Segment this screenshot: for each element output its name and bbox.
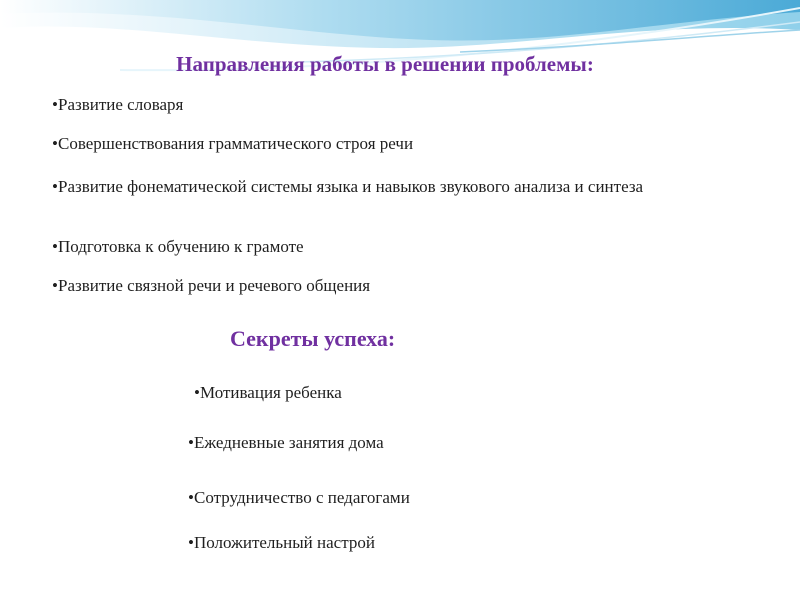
bullet: • (188, 433, 194, 452)
list-item (188, 532, 375, 553)
list-item (52, 176, 688, 197)
list-item-text: Ежедневные занятия дома (194, 433, 384, 452)
list-item-text: Мотивация ребенка (200, 383, 342, 402)
list-item (188, 432, 384, 453)
bullet: • (188, 533, 194, 552)
bullet: • (194, 383, 200, 402)
list-item-text: Положительный настрой (194, 533, 375, 552)
bullet: • (52, 276, 58, 295)
list-item (52, 236, 304, 257)
bullet: • (52, 95, 58, 114)
bullet: • (52, 177, 58, 196)
list-item (52, 275, 370, 296)
list-item (194, 382, 342, 403)
list-item-text: Развитие словаря (58, 95, 184, 114)
bullet: • (188, 488, 194, 507)
bullet: • (52, 134, 58, 153)
secrets-title: Секреты успеха: (230, 326, 396, 351)
list-item-text: Развитие связной речи и речевого общения (58, 276, 371, 295)
list-item-text: Развитие фонематической системы языка и навыков звукового анализа и синтеза (58, 177, 644, 196)
list-item (52, 94, 183, 115)
list-item-text: Совершенствования грамматического строя речи (58, 134, 414, 153)
list-item-text: Сотрудничество с педагогами (194, 488, 410, 507)
list-item-text: Подготовка к обучению к грамоте (58, 237, 304, 256)
bullet: • (52, 237, 58, 256)
list-item (188, 487, 410, 508)
list-item (52, 133, 413, 154)
main-title: Направления работы в решении проблемы: (176, 52, 594, 76)
